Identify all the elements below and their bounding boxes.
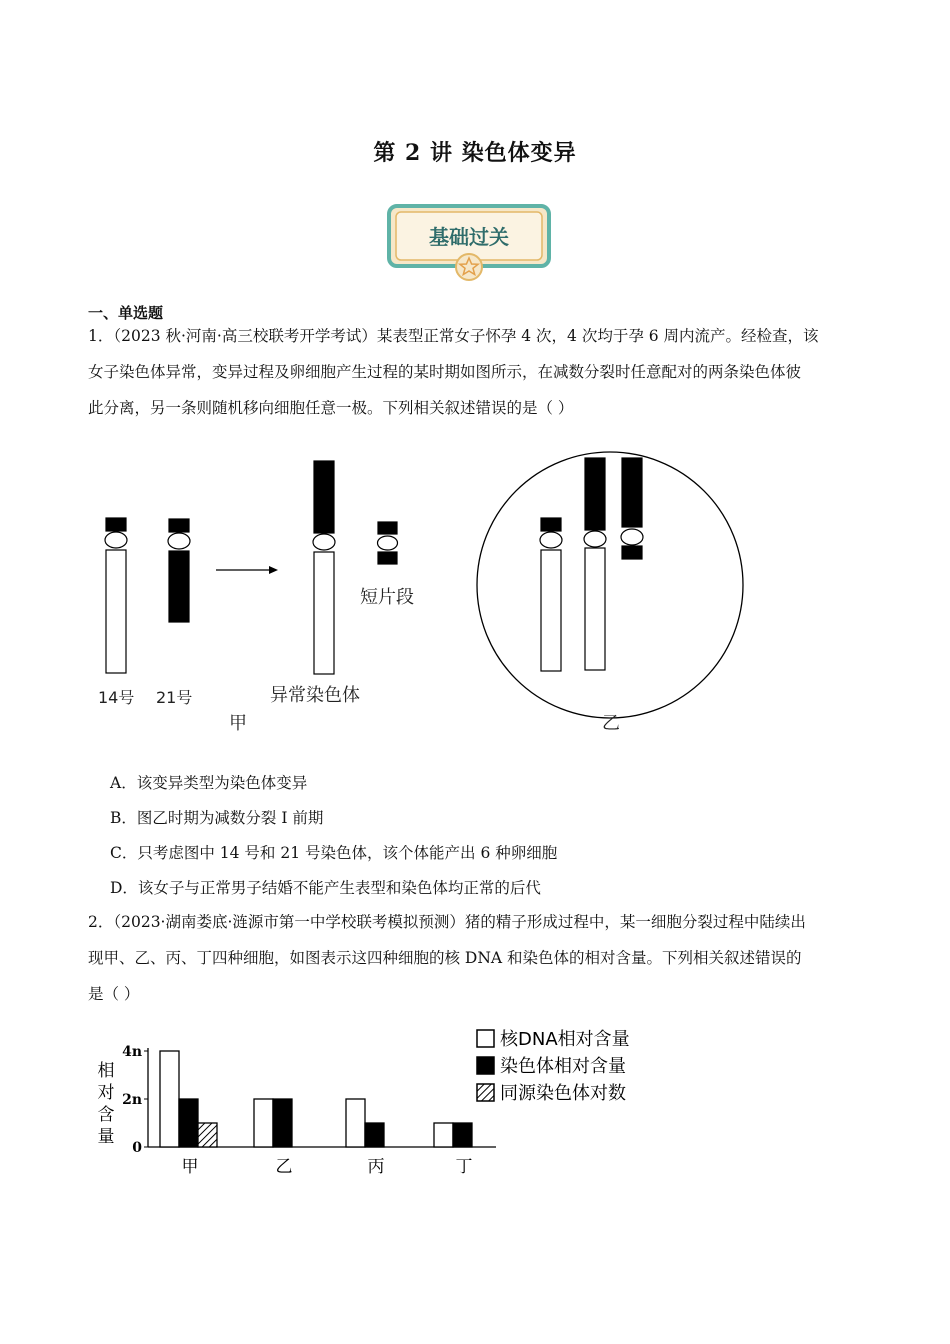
label-short-fragment: 短片段 xyxy=(360,587,414,608)
bar xyxy=(273,1099,292,1147)
bar xyxy=(198,1123,217,1147)
category-label: 丁 xyxy=(455,1157,473,1177)
chart-legend xyxy=(477,1029,630,1104)
y-axis-label: 量 xyxy=(97,1127,115,1147)
label-yi: 乙 xyxy=(602,713,620,734)
chromosome-21 xyxy=(168,519,190,622)
bar-chart xyxy=(88,1020,668,1190)
y-axis-label: 对 xyxy=(97,1083,115,1103)
question-1-line: 此分离，另一条则随机移向细胞任意一极。下列相关叙述错误的是（ ） xyxy=(88,399,574,417)
chromosome-figure xyxy=(88,450,768,750)
question-1-line: 1．（2023 秋·河南·高三校联考开学考试）某表型正常女子怀孕 4 次，4 次均于孕 6 周内流产。经检查，该 xyxy=(88,327,819,345)
y-tick-label: 2n xyxy=(122,1092,142,1108)
bar xyxy=(365,1123,384,1147)
cell-chromosome-14 xyxy=(540,518,562,671)
category-label: 丙 xyxy=(367,1157,385,1177)
y-axis-label: 含 xyxy=(97,1105,115,1125)
label-21: 21号 xyxy=(156,688,193,707)
category-label: 乙 xyxy=(275,1157,293,1177)
page-title: 第 2 讲 染色体变异 xyxy=(373,140,577,166)
section-heading: 一、单选题 xyxy=(88,304,164,322)
y-tick-label: 4n xyxy=(122,1044,142,1060)
option-c[interactable]: C．只考虑图中 14 号和 21 号染色体，该个体能产出 6 种卵细胞 xyxy=(110,844,558,862)
question-2-line: 2．（2023·湖南娄底·涟源市第一中学校联考模拟预测）猪的精子形成过程中，某一细胞分裂过程中陆续出 xyxy=(88,913,806,931)
label-14: 14号 xyxy=(98,688,135,707)
bar xyxy=(434,1123,453,1147)
chromosome-14 xyxy=(105,518,127,673)
label-abnormal-chromosome: 异常染色体 xyxy=(270,685,360,706)
question-2-line: 现甲、乙、丙、丁四种细胞，如图表示这四种细胞的核 DNA 和染色体的相对含量。下列相关叙述错误的 xyxy=(88,949,802,967)
short-fragment xyxy=(378,522,398,564)
question-1-line: 女子染色体异常，变异过程及卵细胞产生过程的某时期如图所示，在减数分裂时任意配对的两条染色体彼 xyxy=(88,363,802,381)
legend-swatch xyxy=(477,1084,494,1101)
y-axis-label: 相 xyxy=(97,1061,115,1081)
bar xyxy=(254,1099,273,1147)
y-tick-label: 0 xyxy=(132,1140,142,1156)
question-1-stem xyxy=(88,318,868,426)
legend-swatch xyxy=(477,1030,494,1047)
option-b[interactable]: B．图乙时期为减数分裂 I 前期 xyxy=(110,809,324,827)
badge-emblem xyxy=(386,203,552,281)
abnormal-chromosome xyxy=(313,461,335,674)
chart-bars xyxy=(160,1051,473,1177)
cell-abnormal-chromosome xyxy=(584,458,606,670)
bar xyxy=(346,1099,365,1147)
bar xyxy=(179,1099,198,1147)
cell-chromosome-21 xyxy=(621,458,643,559)
option-a[interactable]: A．该变异类型为染色体变异 xyxy=(110,774,308,792)
option-d[interactable]: D．该女子与正常男子结婚不能产生表型和染色体均正常的后代 xyxy=(110,879,541,897)
legend-swatch xyxy=(477,1057,494,1074)
label-jia: 甲 xyxy=(229,713,247,734)
legend-label: 核DNA相对含量 xyxy=(500,1029,630,1050)
arrow-icon xyxy=(216,566,278,574)
category-label: 甲 xyxy=(181,1157,199,1177)
cell-circle xyxy=(477,452,743,718)
legend-label: 染色体相对含量 xyxy=(500,1056,626,1077)
badge-label: 基础过关 xyxy=(429,225,509,249)
bar xyxy=(453,1123,472,1147)
question-2-line: 是（ ） xyxy=(88,985,140,1003)
question-2-stem xyxy=(88,904,868,1012)
bar xyxy=(160,1051,179,1147)
legend-label: 同源染色体对数 xyxy=(500,1083,626,1104)
